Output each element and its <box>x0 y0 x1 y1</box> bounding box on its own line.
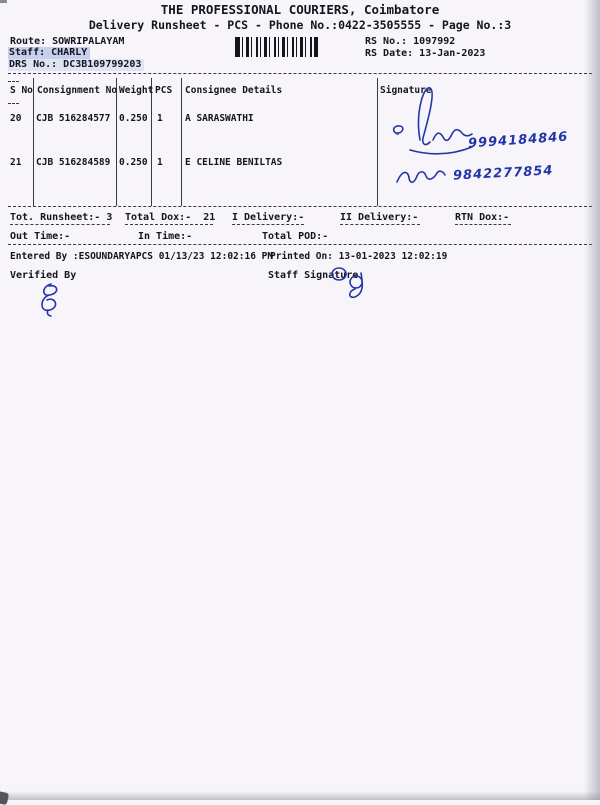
divider <box>8 206 592 207</box>
total-dox: Total Dox:- 21 <box>125 212 216 223</box>
ii-delivery: II Delivery:- <box>340 212 419 223</box>
drs-number-field: DRS No.: DC3B109799203 <box>8 59 144 71</box>
cell-sno: 21 <box>10 157 22 168</box>
divider-mark <box>232 224 304 225</box>
phone-handwritten: 9842277854 <box>452 163 554 184</box>
rtn-dox: RTN Dox:- <box>455 212 510 223</box>
signature-row-21 <box>394 162 452 188</box>
cell-consignee: A SARASWATHI <box>185 113 254 124</box>
col-header-signature: Signature <box>380 85 432 96</box>
table-column-divider <box>181 78 182 206</box>
table-column-divider <box>116 78 117 206</box>
page-subtitle: Delivery Runsheet - PCS - Phone No.:0422-3505555 - Page No.:3 <box>88 18 512 32</box>
table-column-divider <box>33 78 34 206</box>
col-header-weight: Weight <box>119 85 154 96</box>
cell-consignment: CJB 516284589 <box>36 157 111 168</box>
divider-mark <box>125 224 213 225</box>
printed-on: Printed On: 13-01-2023 12:02:19 <box>270 251 448 262</box>
route-field: Route: SOWRIPALAYAM <box>10 36 125 47</box>
table-column-divider <box>151 78 152 206</box>
barcode <box>235 37 318 57</box>
out-time: Out Time:- <box>10 231 71 242</box>
phone-handwritten: 9994184846 <box>467 129 569 152</box>
cell-sno: 20 <box>10 113 22 124</box>
divider-mark <box>340 224 420 225</box>
staff-signature-label: Staff Signature <box>268 270 359 281</box>
total-pod: Total POD:- <box>262 231 329 242</box>
in-time: In Time:- <box>138 231 193 242</box>
cell-pcs: 1 <box>157 157 163 168</box>
col-header-consignment: Consignment No <box>37 85 118 96</box>
rs-date-field: RS Date: 13-Jan-2023 <box>365 48 486 59</box>
scan-corner-mark <box>0 791 9 805</box>
i-delivery: I Delivery:- <box>232 212 305 223</box>
staff-signature <box>326 260 372 300</box>
entered-by: Entered By :ESOUNDARYAPCS 01/13/23 12:02:16 PM <box>10 251 274 262</box>
page-title: THE PROFESSIONAL COURIERS, Coimbatore <box>160 2 440 17</box>
total-runsheet: Tot. Runsheet:- 3 <box>10 212 113 223</box>
scan-edge <box>0 791 600 800</box>
col-header-consignee: Consignee Details <box>185 85 283 96</box>
cell-weight: 0.250 <box>119 113 148 124</box>
verified-by-signature <box>34 280 68 318</box>
cell-consignment: CJB 516284577 <box>36 113 111 124</box>
scan-edge <box>584 0 600 800</box>
divider-mark <box>10 224 110 225</box>
verified-by-label: Verified By <box>10 270 77 281</box>
divider <box>8 73 592 74</box>
divider-mark <box>455 224 511 225</box>
cell-pcs: 1 <box>157 113 163 124</box>
col-header-sno: S No <box>10 85 33 96</box>
staff-field: Staff: CHARLY <box>8 47 90 59</box>
col-header-pcs: PCS <box>155 85 173 96</box>
divider <box>8 244 592 245</box>
divider-mark <box>8 81 19 82</box>
cell-weight: 0.250 <box>119 157 148 168</box>
cell-consignee: E CELINE BENILTAS <box>185 157 283 168</box>
scan-corner-mark <box>0 0 7 3</box>
rs-number-field: RS No.: 1097992 <box>365 36 456 47</box>
divider-mark <box>8 103 19 104</box>
table-column-divider <box>377 78 378 206</box>
